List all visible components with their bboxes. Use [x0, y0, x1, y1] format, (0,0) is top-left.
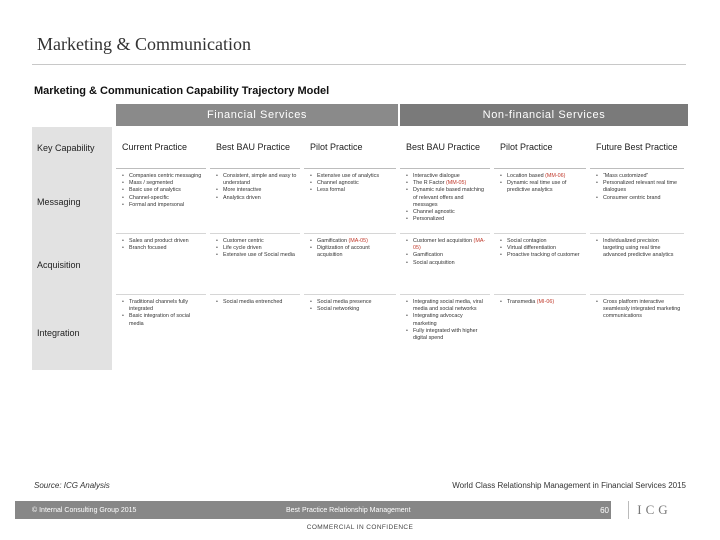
bullet-point — [405, 328, 487, 342]
bullet-list — [309, 299, 393, 313]
bullet-point — [215, 187, 297, 194]
bullet-point — [309, 238, 393, 245]
bullet-text: Customer led acquisition — [413, 238, 474, 244]
bullet-text: Basic integration of social media — [129, 313, 191, 327]
bullet-list — [309, 238, 393, 260]
bullet-point — [595, 173, 681, 180]
practice-cell — [210, 234, 300, 295]
bullet-point — [309, 187, 393, 194]
footer-bar — [15, 501, 611, 519]
bullet-point — [121, 173, 203, 180]
bullet-point — [595, 195, 681, 202]
bullet-text: Consumer centric brand — [603, 194, 661, 201]
practice-cell — [304, 169, 396, 234]
key-capability-header: Key Capability — [32, 127, 112, 169]
bullet-point — [405, 187, 487, 209]
financial-services-header: Financial Services — [116, 104, 398, 126]
bullet-list — [499, 299, 583, 306]
bullet-point — [121, 202, 203, 209]
bullet-list — [405, 299, 487, 342]
capability-label: Messaging — [32, 169, 112, 234]
bullet-text: More interactive — [223, 187, 262, 194]
bullet-point — [215, 299, 297, 306]
bullet-list — [595, 173, 681, 202]
bullet-text: Consistent, simple and easy to understand — [223, 173, 297, 187]
bullet-point — [215, 173, 297, 187]
bullet-text: Mass / segmented — [129, 180, 174, 187]
page-title: Marketing & Communication — [37, 34, 251, 54]
bullet-text: Life cycle driven — [223, 245, 262, 252]
bullet-point — [405, 180, 487, 187]
bullet-text: Gamification — [317, 238, 349, 244]
icg-logo: ICG — [628, 501, 680, 519]
bullet-point — [121, 299, 203, 313]
bullet-list — [215, 238, 297, 260]
source-note: Source: ICG Analysis — [34, 481, 110, 490]
capability-table — [32, 127, 688, 370]
practice-cell — [494, 169, 586, 234]
bullet-text: Fully integrated with higher digital spend — [413, 327, 478, 342]
bullet-text: Cross platform interactive seamlessly integrated marketing communications — [603, 299, 681, 320]
bullet-text: Traditional channels fully integrated — [129, 299, 189, 313]
bullet-text: Gamification — [413, 252, 443, 259]
non-financial-services-header: Non-financial Services — [400, 104, 688, 126]
confidential-label: COMMERCIAL IN CONFIDENCE — [306, 524, 414, 531]
bullet-point — [215, 238, 297, 245]
bullet-point — [405, 216, 487, 223]
bullet-point — [309, 245, 393, 259]
capability-label: Integration — [32, 295, 112, 370]
column-header: Pilot Practice — [494, 127, 586, 169]
bullet-text: Social networking — [317, 306, 360, 313]
bullet-text: Proactive tracking of customer — [507, 252, 580, 259]
bullet-list — [121, 173, 203, 209]
bullet-list — [309, 173, 393, 195]
practice-cell — [304, 295, 396, 370]
bullet-text: Interactive dialogue — [413, 173, 460, 179]
bullet-text: Customer centric — [223, 238, 264, 244]
bullet-point — [405, 260, 487, 267]
bullet-list — [121, 238, 203, 252]
practice-cell — [590, 234, 684, 295]
bullet-point — [121, 195, 203, 202]
bullet-point — [499, 238, 583, 245]
bullet-text: Channel-specific — [129, 194, 169, 201]
reference-code: (MM-05) — [445, 180, 467, 187]
bullet-point — [309, 299, 393, 306]
bullet-text: Social media presence — [317, 299, 372, 305]
bullet-text: Formal and impersonal — [129, 201, 185, 208]
bullet-text: Individualized precision targeting using real time advanced predictive analytics — [603, 238, 674, 259]
bullet-point — [215, 195, 297, 202]
bullet-point — [215, 245, 297, 252]
bullet-list — [405, 173, 487, 223]
bullet-text: Integrating advocacy marketing — [413, 313, 463, 327]
column-header: Future Best Practice — [590, 127, 684, 169]
bullet-point — [595, 299, 681, 321]
bullet-text: Virtual differentiation — [507, 245, 556, 252]
practice-cell — [400, 234, 490, 295]
bullet-text: Less formal — [317, 187, 345, 194]
bullet-text: Social contagion — [507, 238, 547, 244]
bullet-point — [309, 180, 393, 187]
bullet-list — [405, 238, 487, 267]
bullet-text: Location based — [507, 173, 546, 179]
bullet-point — [405, 313, 487, 327]
bullet-text: “Mass customized” — [603, 173, 649, 179]
column-header: Pilot Practice — [304, 127, 396, 169]
bullet-point — [595, 238, 681, 260]
bullet-point — [405, 299, 487, 313]
footer-title: Best Practice Relationship Management — [286, 506, 411, 514]
bullet-point — [121, 187, 203, 194]
copyright-text: © Internal Consulting Group 2015 — [32, 506, 137, 514]
bullet-text: Dynamic rule based matching of relevant offers and messages — [413, 187, 485, 208]
bullet-text: Personalized — [413, 216, 445, 223]
bullet-point — [499, 252, 583, 259]
bullet-point — [121, 313, 203, 327]
bullet-text: The R Factor — [413, 180, 446, 187]
reference-code: (MA-05) — [348, 238, 368, 244]
practice-cell — [494, 234, 586, 295]
practice-cell — [210, 295, 300, 370]
bullet-point — [405, 252, 487, 259]
column-header: Current Practice — [116, 127, 206, 169]
bullet-point — [309, 306, 393, 313]
practice-cell — [590, 295, 684, 370]
bullet-text: Transmedia — [507, 299, 537, 305]
bullet-text: Dynamic real time use of predictive analytics — [507, 180, 567, 194]
practice-cell — [494, 295, 586, 370]
bullet-list — [215, 173, 297, 202]
bullet-point — [121, 245, 203, 252]
practice-cell — [116, 295, 206, 370]
bullet-point — [499, 245, 583, 252]
title-divider — [32, 64, 686, 65]
bullet-point — [405, 173, 487, 180]
bullet-point — [499, 299, 583, 306]
practice-cell — [304, 234, 396, 295]
column-header: Best BAU Practice — [400, 127, 490, 169]
bullet-list — [121, 299, 203, 328]
bullet-list — [215, 299, 297, 306]
practice-cell — [400, 295, 490, 370]
bullet-text: Integrating social media, viral media and social networks — [413, 299, 483, 313]
bullet-text: Social acquisition — [413, 259, 455, 266]
bullet-point — [309, 173, 393, 180]
reference-code: (MA-05) — [413, 238, 486, 252]
reference-code: (MM-06) — [545, 173, 566, 179]
bullet-list — [595, 238, 681, 260]
practice-cell — [116, 169, 206, 234]
bullet-text: Basic use of analytics — [129, 187, 181, 194]
bullet-point — [499, 173, 583, 180]
practice-cell — [590, 169, 684, 234]
bullet-list — [595, 299, 681, 321]
bullet-point — [121, 238, 203, 245]
bullet-text: Digitization of account acquisition — [317, 245, 370, 259]
practice-cell — [210, 169, 300, 234]
reference-code: (MI-06) — [536, 299, 555, 305]
column-header: Best BAU Practice — [210, 127, 300, 169]
bullet-text: Social media entrenched — [223, 299, 283, 305]
bullet-list — [499, 173, 583, 195]
bullet-text: Companies centric messaging — [129, 173, 202, 179]
bullet-point — [405, 209, 487, 216]
bullet-text: Personalized relevant real time dialogues — [603, 180, 678, 194]
bullet-text: Extensive use of analytics — [317, 173, 380, 179]
slide-subtitle: Marketing & Communication Capability Trajectory Model — [34, 85, 330, 97]
bullet-text: Sales and product driven — [129, 238, 189, 244]
bullet-point — [499, 180, 583, 194]
report-tagline: World Class Relationship Management in Financial Services 2015 — [452, 481, 686, 490]
practice-cell — [116, 234, 206, 295]
bullet-list — [499, 238, 583, 260]
bullet-text: Channel agnostic — [317, 180, 359, 187]
bullet-point — [121, 180, 203, 187]
bullet-text: Analytics driven — [223, 194, 261, 201]
bullet-point — [405, 238, 487, 252]
bullet-point — [595, 180, 681, 194]
practice-cell — [400, 169, 490, 234]
bullet-text: Branch focused — [129, 245, 167, 252]
page-number: 60 — [600, 505, 609, 515]
bullet-text: Channel agnostic — [413, 209, 455, 216]
capability-label: Acquisition — [32, 234, 112, 295]
bullet-text: Extensive use of Social media — [223, 252, 295, 259]
bullet-point — [215, 252, 297, 259]
